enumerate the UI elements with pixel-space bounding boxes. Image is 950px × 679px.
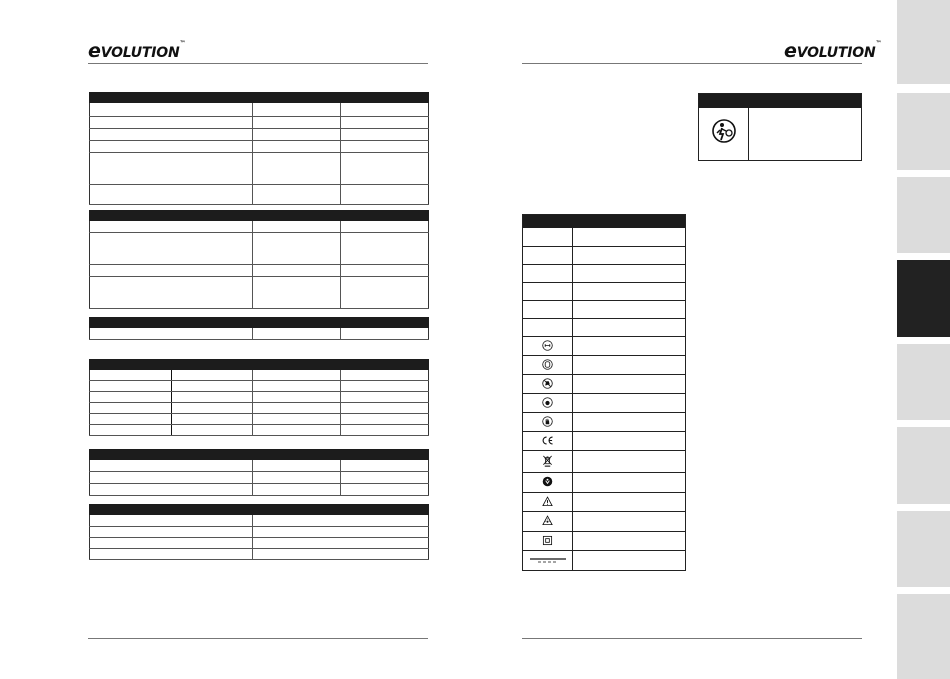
spec-table-2 [89,210,429,309]
header-rule-left [88,63,428,64]
side-tab-7[interactable] [897,511,950,587]
side-tab-2[interactable] [897,93,950,170]
side-tab-8[interactable] [897,594,950,679]
spec-table-4 [89,359,429,436]
footer-rule-right [522,638,862,639]
no-gloves-icon [542,378,553,389]
trademark-mark: ™ [875,40,882,47]
side-tab-6[interactable] [897,427,950,504]
brand-logo-left: eVOLUTION™ [88,40,186,62]
symbol-table [522,214,686,571]
side-tab-4[interactable] [897,260,950,337]
eye-protection-icon [542,359,553,370]
spec-table-3 [89,317,429,340]
dc-current-icon [530,556,566,564]
footer-rule-left [88,638,428,639]
brand-logo-right: eVOLUTION™ [784,40,882,62]
laser-warning-icon [542,515,553,526]
weee-bin-icon [542,454,553,468]
warning-table [698,93,862,161]
trademark-mark: ™ [179,40,186,47]
safety-gear-icon [711,118,737,144]
ce-mark-icon [541,435,554,446]
header-rule-right [522,63,862,64]
spec-table-5 [89,449,429,496]
double-insulation-icon [542,535,553,546]
respirator-icon [542,476,553,487]
dust-mask-icon [542,397,553,408]
spec-table-1 [89,92,429,205]
side-tab-1[interactable] [897,0,950,84]
side-tab-5[interactable] [897,344,950,420]
warning-triangle-icon [542,496,553,507]
side-tab-3[interactable] [897,177,950,253]
gloves-icon [542,416,553,427]
spec-table-6 [89,504,429,560]
ear-protection-icon [542,340,553,351]
